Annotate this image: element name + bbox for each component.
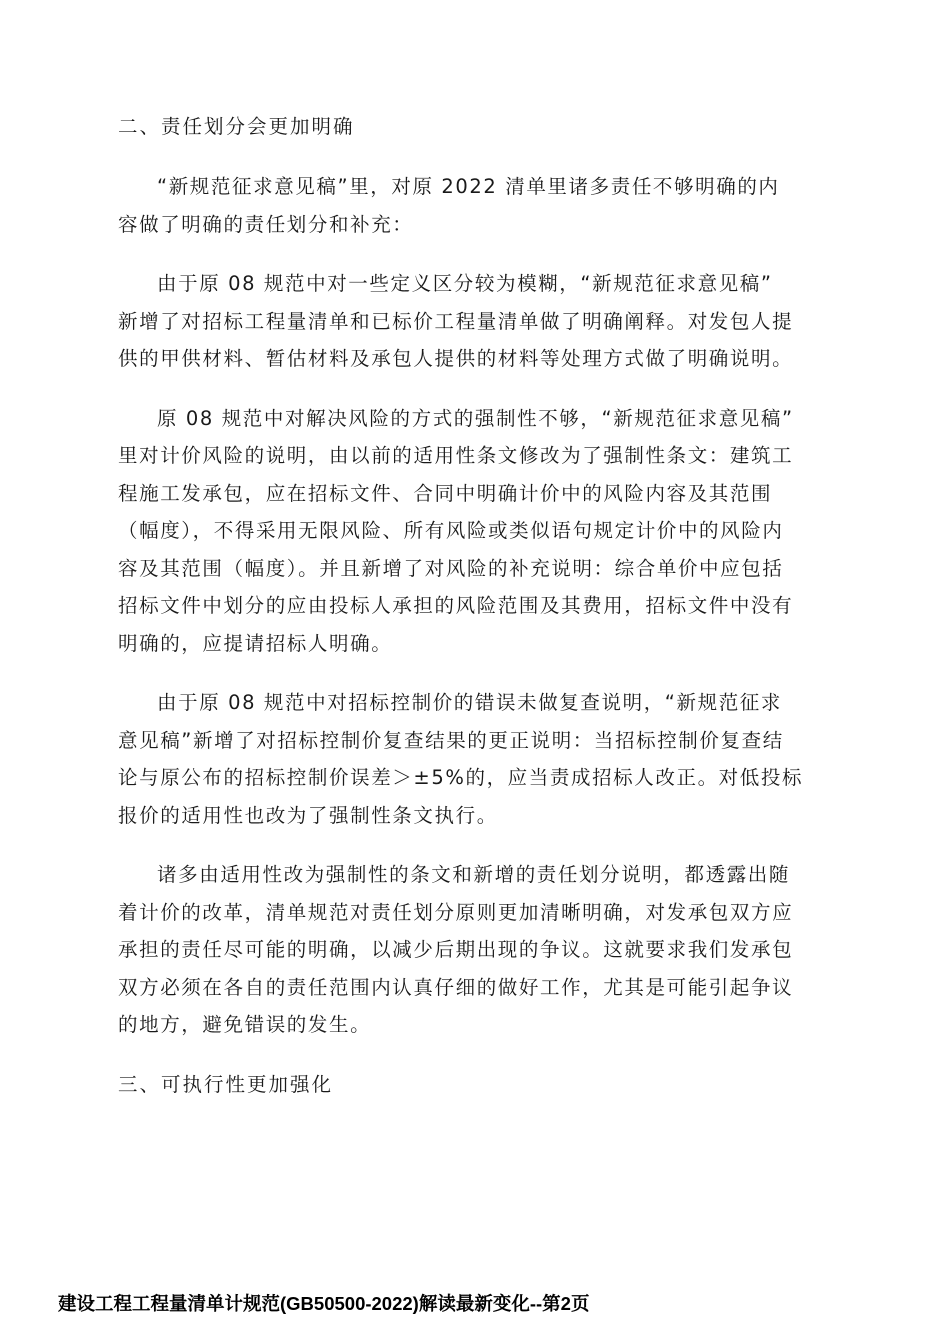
paragraph-intro: “新规范征求意见稿”里，对原 2022 清单里诸多责任不够明确的内 容做了明确的责任划分和补充： <box>118 175 780 236</box>
document-body <box>118 108 840 1126</box>
paragraph-risk: 原 08 规范中对解决风险的方式的强制性不够，“新规范征求意见稿” 里对计价风险的说明，由以前的适用性条文修改为了强制性条文：建筑工 程施工发承包，应在招标文件、合同中明确计价中的风险内容及其范围 （幅度），不得采用无限风险、所有风险或类似语句规定计价中的风险内 容及其范围（幅度）。并且新增了对风险的补充说明：综合单价中应包括 招标文件中划分的应由投标人承担的风险范围及其费用，招标文件中没有 明确的，应提请招标人明确。 <box>118 406 794 655</box>
paragraph-summary: 诸多由适用性改为强制性的条文和新增的责任划分说明，都透露出随 着计价的改革，清单规范对责任划分原则更加清晰明确，对发承包双方应 承担的责任尽可能的明确，以减少后期出现的争议。这就要求我们发承包 双方必须在各自的责任范围内认真仔细的做好工作，尤其是可能引起争议 的地方，避免错误的发生。 <box>118 863 794 1036</box>
section-heading-responsibility: 二、责任划分会更加明确 <box>118 115 355 138</box>
section-heading-enforceability: 三、可执行性更加强化 <box>118 1072 334 1096</box>
paragraph-control-price: 由于原 08 规范中对招标控制价的错误未做复查说明，“新规范征求 意见稿”新增了对招标控制价复查结果的更正说明：当招标控制价复查结 论与原公布的招标控制价误差＞±5%的，应当责成招标人改正。对低投标 报价的适用性也改为了强制性条文执行。 <box>118 691 804 827</box>
paragraph-definitions: 由于原 08 规范中对一些定义区分较为模糊，“新规范征求意见稿” 新增了对招标工程量清单和已标价工程量清单做了明确阐释。对发包人提 供的甲供材料、暂估材料及承包人提供的材料等处理方式做了明确说明。 <box>118 272 794 370</box>
page-footer: 建设工程工程量清单计规范(GB50500-2022)解读最新变化--第2页 <box>58 1293 590 1314</box>
